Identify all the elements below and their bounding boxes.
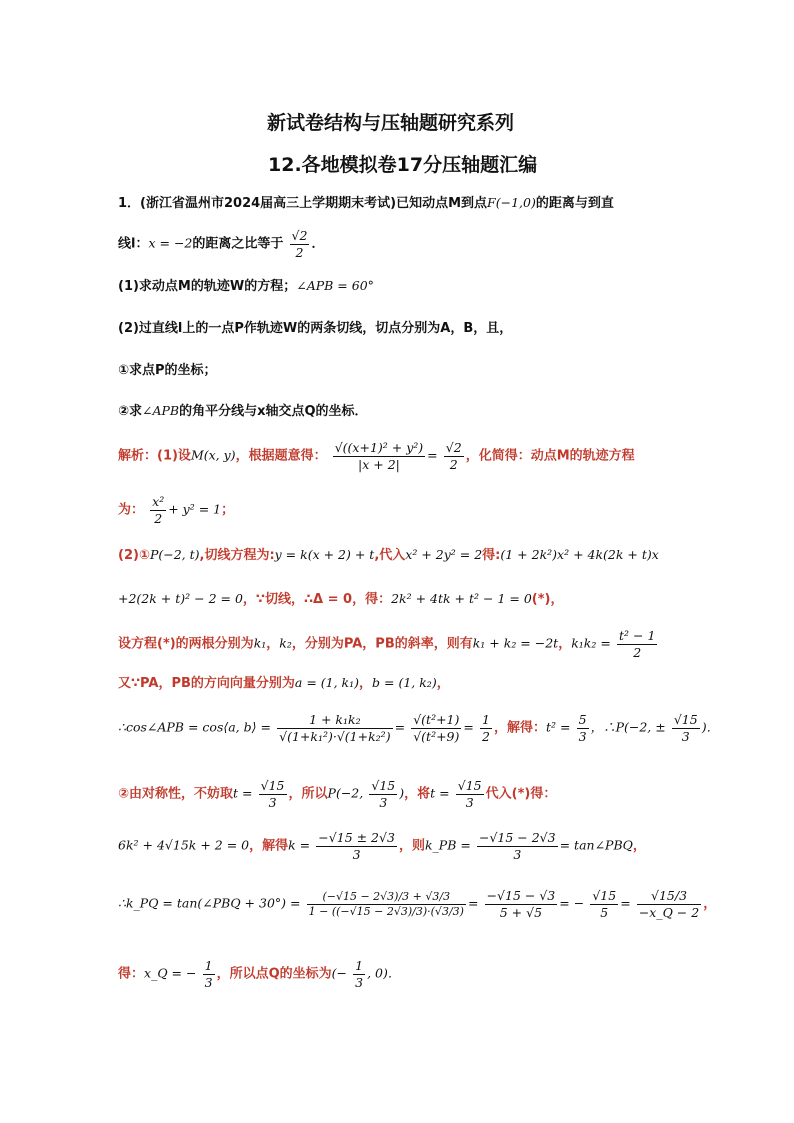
one-third2-numerator: 1 (355, 958, 364, 973)
solution-text-17: 代入(*)得： (485, 786, 557, 802)
page-title: 新试卷结构与压轴题研究系列 (267, 112, 515, 134)
root15-fifth-denominator: 5 (600, 904, 609, 920)
one-third2-denominator: 3 (355, 974, 364, 990)
solution-text-15: ，所以 (288, 786, 328, 802)
problem-ratio-text: 的距离之比等于 (192, 236, 284, 252)
five-thirds-numerator: 5 (578, 712, 587, 727)
ratio2-denominator: 2 (449, 456, 458, 472)
kpb-numerator: −√15 − 2√3 (478, 830, 556, 845)
math-t-value (259, 778, 287, 810)
problem-end: ． (311, 236, 325, 252)
problem-part-2 (118, 317, 512, 336)
solution-text-8: ，∵切线，∴Δ = 0，得： (242, 592, 392, 607)
xq-numerator: √15/3 (637, 888, 701, 905)
xq-denominator: −x_Q − 2 (638, 904, 700, 920)
math-kpb-eq: k_PB = (424, 837, 471, 853)
ellipse-denominator: 2 (154, 510, 163, 526)
math-one-third-2 (353, 958, 365, 990)
math-half-fraction (480, 712, 492, 744)
root15-fifth-numerator: √15 (592, 888, 617, 903)
math-p-y-value (369, 778, 397, 810)
math-close-paren-2: ) (399, 785, 405, 801)
problem-part-2-2 (118, 400, 368, 419)
product-numerator: t² − 1 (618, 628, 656, 643)
problem-part-2-1 (118, 359, 217, 378)
simplified-numerator: −√15 − √3 (486, 888, 556, 903)
solution-text-16: ，将 (404, 786, 431, 802)
math-one-third (203, 958, 215, 990)
math-tangent-eq: y = k(x + 2) + t (274, 547, 375, 562)
math-close-paren: )． (701, 719, 720, 735)
t-numerator: √(t²+1) (413, 712, 460, 727)
one-third-denominator: 3 (204, 974, 213, 990)
math-ellipse-eq-2: x² + 2y² = 2 (405, 547, 483, 562)
part-2-2-text-cont: 的角平分线与x轴交点Q的坐标． (179, 404, 368, 419)
math-ratio-fraction (290, 228, 310, 260)
distance-numerator: √((x+1)² + y²) (334, 440, 424, 455)
solution-text-11: ，分别为PA，PB的斜率，则有 (291, 636, 473, 652)
math-product-fraction (617, 628, 657, 660)
math-equals-2: = (394, 719, 406, 735)
half-numerator: 1 (482, 712, 490, 727)
solution-text-18: ，解得 (249, 838, 289, 854)
math-xq-eq: x_Q = − (144, 965, 197, 981)
t-denominator: √(t²+9) (413, 728, 460, 744)
p-y-numerator: √15 (371, 778, 396, 793)
math-equals-4: = (467, 895, 479, 911)
math-discriminant-eq: 2k² + 4tk + t² − 1 = 0 (391, 591, 532, 606)
solution-line-4 (118, 588, 563, 607)
math-root15-thirds (672, 712, 700, 744)
solution-text-14: ②由对称性，不妨取 (118, 786, 234, 802)
math-t-fraction (411, 712, 461, 744)
math-vector-b: b = (1, k₂) (372, 675, 437, 690)
product-denominator: 2 (633, 644, 642, 660)
math-tan-sum-fraction (307, 890, 466, 919)
solution-line-1 (118, 440, 635, 472)
part-1-text: (1)求动点M的轨迹W的方程； (118, 279, 297, 294)
solution-text-5: ,切线方程为: (199, 548, 275, 563)
solution-line-2 (118, 494, 234, 526)
solution-line-7 (118, 712, 719, 744)
math-t-eq-2: t = (430, 785, 450, 801)
solution-sep-5: ， (632, 838, 646, 854)
math-substituted-eq: (1 + 2k²)x² + 4k(2k + t)x (500, 547, 659, 562)
math-kpq-eq: ∴k_PQ = tan(∠PBQ + 30°) = (118, 895, 301, 911)
math-k2: k₂ (279, 635, 292, 651)
problem-line-1 (118, 192, 614, 211)
solution-text-19: ，则 (398, 838, 425, 854)
solution-text: ，根据题意得： (235, 448, 327, 464)
solution-sep-2: ， (558, 636, 572, 652)
one-third-numerator: 1 (204, 958, 213, 973)
solution-line-10 (118, 888, 716, 920)
solution-sep-4: ， (436, 676, 450, 691)
solution-text-20: 得： (118, 966, 145, 982)
math-kpb-value (477, 830, 558, 862)
math-ratio-fraction-2 (444, 440, 464, 472)
math-distance-fraction (333, 440, 425, 472)
math-k1: k₁ (253, 635, 267, 651)
solution-part-2-label: (2)① (118, 548, 150, 563)
part-2-text: (2)过直线l上的一点P作轨迹W的两条切线，切点分别为A，B，且， (118, 321, 513, 336)
math-root15-fifth (590, 888, 618, 920)
ellipse-numerator: x² (152, 494, 165, 509)
math-t-squared: t² = (545, 719, 571, 735)
math-quadratic-k: 6k² + 4√15k + 2 = 0 (118, 837, 250, 853)
tan-sum-denominator: 1 − ((−√15 − 2√3)/3)·(√3/3) (308, 904, 464, 918)
math-ellipse-eq: + y² = 1 (168, 501, 222, 517)
solution-text-4: ； (221, 502, 235, 518)
solution-text-13: ，解得： (493, 720, 546, 736)
solution-text-12: 又∵PA，PB的方向向量分别为 (118, 676, 295, 691)
math-product-roots: k₁k₂ = (571, 635, 611, 651)
problem-part-1 (118, 275, 374, 294)
solution-text-3: 为： (118, 502, 145, 518)
math-sum-roots: k₁ + k₂ = −2t (472, 635, 559, 651)
problem-intro-cont: 的距离与到直 (535, 196, 614, 211)
math-point-p-2: P(−2, (327, 785, 364, 801)
five-thirds-denominator: 3 (578, 728, 587, 744)
solution-text-2: ，化简得：动点M的轨迹方程 (465, 448, 635, 464)
math-equals-5: = − (559, 895, 585, 911)
solution-line-5 (118, 628, 659, 660)
solution-sep-3: ， (359, 676, 373, 691)
solution-line-3 (118, 544, 659, 563)
solution-line-11 (118, 958, 400, 990)
k-roots-numerator: −√15 ± 2√3 (318, 830, 395, 845)
math-equals: = (427, 447, 438, 463)
math-line-eq: x = −2 (148, 235, 193, 251)
math-substituted-eq-cont: +2(2k + t)² − 2 = 0 (118, 591, 243, 606)
solution-text-7: 得: (482, 548, 501, 563)
math-equals-3: = (463, 719, 474, 735)
math-point-p-result: ，∴P(−2, ± (590, 719, 666, 735)
t-value2-numerator: √15 (457, 778, 482, 793)
math-simplified-fraction (485, 888, 558, 920)
math-t-value-2 (456, 778, 484, 810)
solution-line-8 (118, 778, 556, 810)
solution-text-9: (*)， (531, 592, 564, 607)
part-2-2-text: ②求 (118, 404, 143, 419)
math-t-eq: t = (233, 785, 253, 801)
k-roots-denominator: 3 (352, 846, 361, 862)
half-denominator: 2 (482, 728, 490, 744)
page-subtitle: 12.各地模拟卷17分压轴题汇编 (268, 154, 538, 176)
math-five-thirds (577, 712, 589, 744)
cos-numerator: 1 + k₁k₂ (277, 712, 392, 729)
math-angle-60: ∠APB = 60° (296, 278, 374, 293)
problem-line-label: 线l： (118, 236, 149, 252)
math-k-roots (316, 830, 397, 862)
math-tan-pbq: = tan∠PBQ (559, 837, 633, 853)
ratio-numerator: √2 (291, 228, 308, 243)
math-cos-fraction (277, 712, 392, 744)
distance-denominator: |x + 2| (358, 456, 400, 472)
solution-sep: ， (266, 636, 280, 652)
tan-sum-numerator: (−√15 − 2√3)/3 + √3/3 (307, 890, 466, 905)
ratio-denominator: 2 (295, 244, 304, 260)
math-point-f: F(−1,0) (487, 195, 536, 210)
math-point-m: M(x, y) (190, 447, 236, 463)
math-q-open: (− (331, 965, 347, 981)
math-vector-a: a = (1, k₁) (294, 675, 360, 690)
t-value-numerator: √15 (260, 778, 285, 793)
solution-sep-6: ， (703, 896, 717, 912)
math-point-p: P(−2, t) (149, 547, 200, 562)
problem-line-2 (118, 228, 324, 260)
math-q-close: , 0)． (367, 965, 401, 981)
math-ellipse-fraction (150, 494, 166, 526)
t-value2-denominator: 3 (465, 794, 474, 810)
solution-text-10: 设方程(*)的两根分别为 (118, 636, 254, 652)
t-value-denominator: 3 (268, 794, 277, 810)
solution-line-6 (118, 672, 450, 691)
root15-numerator: √15 (673, 712, 698, 727)
simplified-denominator: 5 + √5 (499, 904, 543, 920)
math-xq-fraction (637, 888, 701, 920)
root15-denominator: 3 (681, 728, 690, 744)
problem-intro: 1．(浙江省温州市2024届高三上学期期末考试)已知动点M到点 (118, 196, 488, 211)
kpb-denominator: 3 (513, 846, 522, 862)
math-equals-6: = (620, 895, 631, 911)
math-angle-apb: ∠APB (142, 403, 180, 418)
math-k-eq: k = (288, 837, 311, 853)
cos-denominator: √(1+k₁²)·√(1+k₂²) (279, 728, 391, 744)
solution-line-9 (118, 830, 646, 862)
solution-text-21: ，所以点Q的坐标为 (216, 966, 332, 982)
solution-label: 解析：(1)设 (118, 448, 191, 464)
solution-text-6: ,代入 (374, 548, 406, 563)
part-2-1-text: ①求点P的坐标； (118, 363, 217, 378)
ratio2-numerator: √2 (445, 440, 462, 455)
p-y-denominator: 3 (379, 794, 388, 810)
math-cos-apb: ∴cos∠APB = cos⟨a, b⟩ = (118, 719, 271, 735)
